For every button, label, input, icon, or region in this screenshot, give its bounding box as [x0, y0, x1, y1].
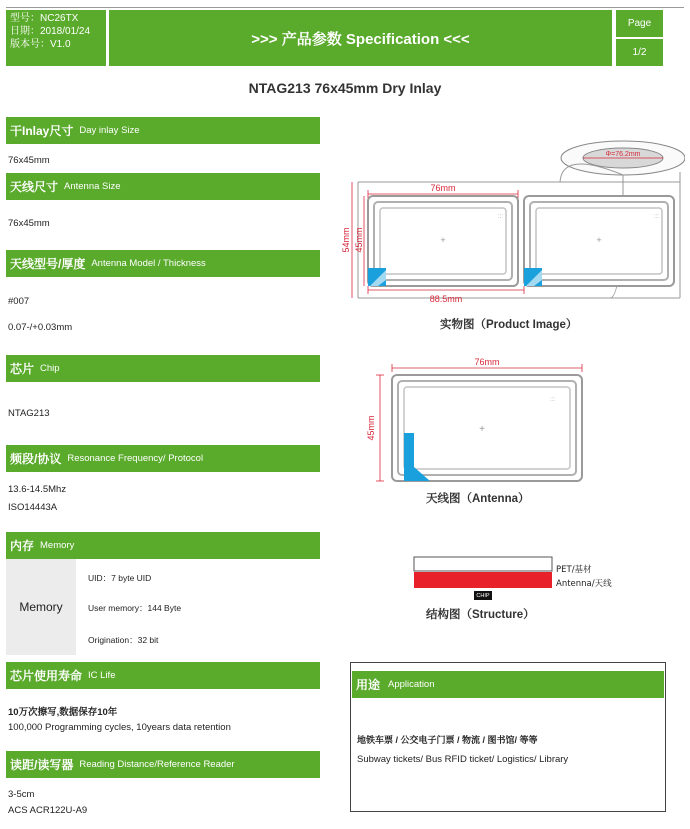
pet-layer-label: PET/基材	[556, 565, 592, 575]
memory-user: User memory：144 Byte	[88, 603, 182, 613]
section-chip	[6, 355, 320, 382]
section-title-en: Antenna Size	[64, 181, 121, 192]
antenna-model-value: #007	[8, 296, 30, 307]
protocol-value: ISO14443A	[8, 502, 58, 513]
section-title-zh: 天线尺寸	[10, 180, 59, 194]
section-title-en: Chip	[40, 363, 60, 374]
inlay-1	[368, 196, 518, 286]
antenna-layer	[414, 572, 552, 588]
document-title: NTAG213 76x45mm Dry Inlay	[248, 80, 442, 96]
section-title-zh: 芯片使用寿命	[10, 669, 83, 683]
top-rule	[6, 7, 684, 8]
svg-text:+: +	[440, 235, 446, 245]
svg-text::::: :::	[550, 397, 556, 403]
section-reading	[6, 751, 320, 778]
section-title-en: Reading Distance/Reference Reader	[79, 759, 235, 770]
section-title-en: Resonance Frequency/ Protocol	[67, 453, 204, 464]
header-title: >>> 产品参数 Specification <<<	[109, 10, 612, 66]
section-title-zh: 干Inlay尺寸	[10, 124, 74, 138]
chip-marker: CHIP	[474, 591, 492, 600]
inlay-width-label: 76mm	[430, 183, 456, 193]
chip-value: NTAG213	[8, 408, 50, 419]
roll-diameter-label: Φ=76.2mm	[605, 151, 641, 158]
memory-origination: Origination：32 bit	[88, 635, 159, 645]
product-image-caption: 实物图（Product Image）	[440, 319, 578, 331]
section-title-zh: 芯片	[10, 362, 35, 376]
section-title-en: Memory	[40, 540, 75, 551]
svg-text::::: :::	[498, 214, 504, 220]
section-antenna-size	[6, 173, 320, 200]
section-title-zh: 天线型号/厚度	[10, 257, 86, 271]
header-page	[616, 10, 663, 66]
svg-text:+: +	[479, 424, 485, 435]
section-ic-life	[6, 662, 320, 689]
antenna-caption: 天线图（Antenna）	[426, 493, 530, 505]
section-application	[352, 671, 664, 698]
frequency-value: 13.6-14.5Mhz	[8, 484, 67, 495]
antenna-layer-label: Antenna/天线	[556, 579, 612, 589]
ic-life-value-zh: 10万次擦写,数据保存10年	[8, 707, 118, 718]
section-title-zh: 频段/协议	[10, 452, 62, 466]
inlay-2	[524, 196, 674, 286]
pitch-label: 88.5mm	[429, 294, 463, 304]
svg-text::::: :::	[654, 214, 660, 220]
ic-life-value-en: 100,000 Programming cycles, 10years data retention	[8, 722, 231, 733]
antenna-height-label: 45mm	[366, 415, 376, 441]
section-frequency	[6, 445, 320, 472]
application-box	[350, 662, 666, 812]
antenna-size-value: 76x45mm	[8, 218, 50, 229]
memory-label: Memory	[6, 559, 76, 655]
svg-text:+: +	[596, 235, 602, 245]
product-image-illustration	[340, 140, 685, 310]
inlay-size-value: 76x45mm	[8, 155, 50, 166]
application-en: Subway tickets/ Bus RFID ticket/ Logistics/ Library	[357, 754, 569, 765]
reading-distance-value: 3-5cm	[8, 789, 35, 800]
section-memory	[6, 532, 320, 559]
reference-reader-value: ACS ACR122U-A9	[8, 805, 88, 816]
web-height-label: 54mm	[341, 227, 351, 253]
structure-caption: 结构图（Structure）	[426, 609, 535, 621]
pet-layer	[414, 557, 552, 571]
section-title-en: Application	[388, 679, 435, 690]
doc-version: 版本号：V1.0	[10, 39, 71, 50]
antenna-illustration	[360, 355, 590, 485]
antenna-thickness-value: 0.07-/+0.03mm	[8, 322, 73, 333]
model-number: 型号：NC26TX	[10, 13, 79, 24]
structure-illustration	[413, 556, 553, 590]
page-number: 1/2	[616, 39, 663, 66]
section-inlay-size	[6, 117, 320, 144]
section-title-zh: 用途	[356, 678, 381, 692]
section-title-en: Antenna Model / Thickness	[91, 258, 206, 269]
section-title-en: IC Life	[88, 670, 116, 681]
application-zh: 地铁车票 / 公交电子门票 / 物流 / 图书馆/ 等等	[357, 735, 538, 745]
section-title-en: Day inlay Size	[79, 125, 140, 136]
section-antenna-model	[6, 250, 320, 277]
page-label: Page	[616, 10, 663, 37]
header-doc-info	[6, 10, 106, 66]
inlay-height-label: 45mm	[354, 227, 364, 253]
memory-table	[6, 559, 320, 655]
memory-uid: UID：7 byte UID	[88, 573, 152, 583]
antenna-width-label: 76mm	[474, 357, 500, 367]
section-title-zh: 读距/读写器	[10, 758, 74, 772]
section-title-zh: 内存	[10, 539, 35, 553]
doc-date: 日期：2018/01/24	[10, 26, 91, 37]
